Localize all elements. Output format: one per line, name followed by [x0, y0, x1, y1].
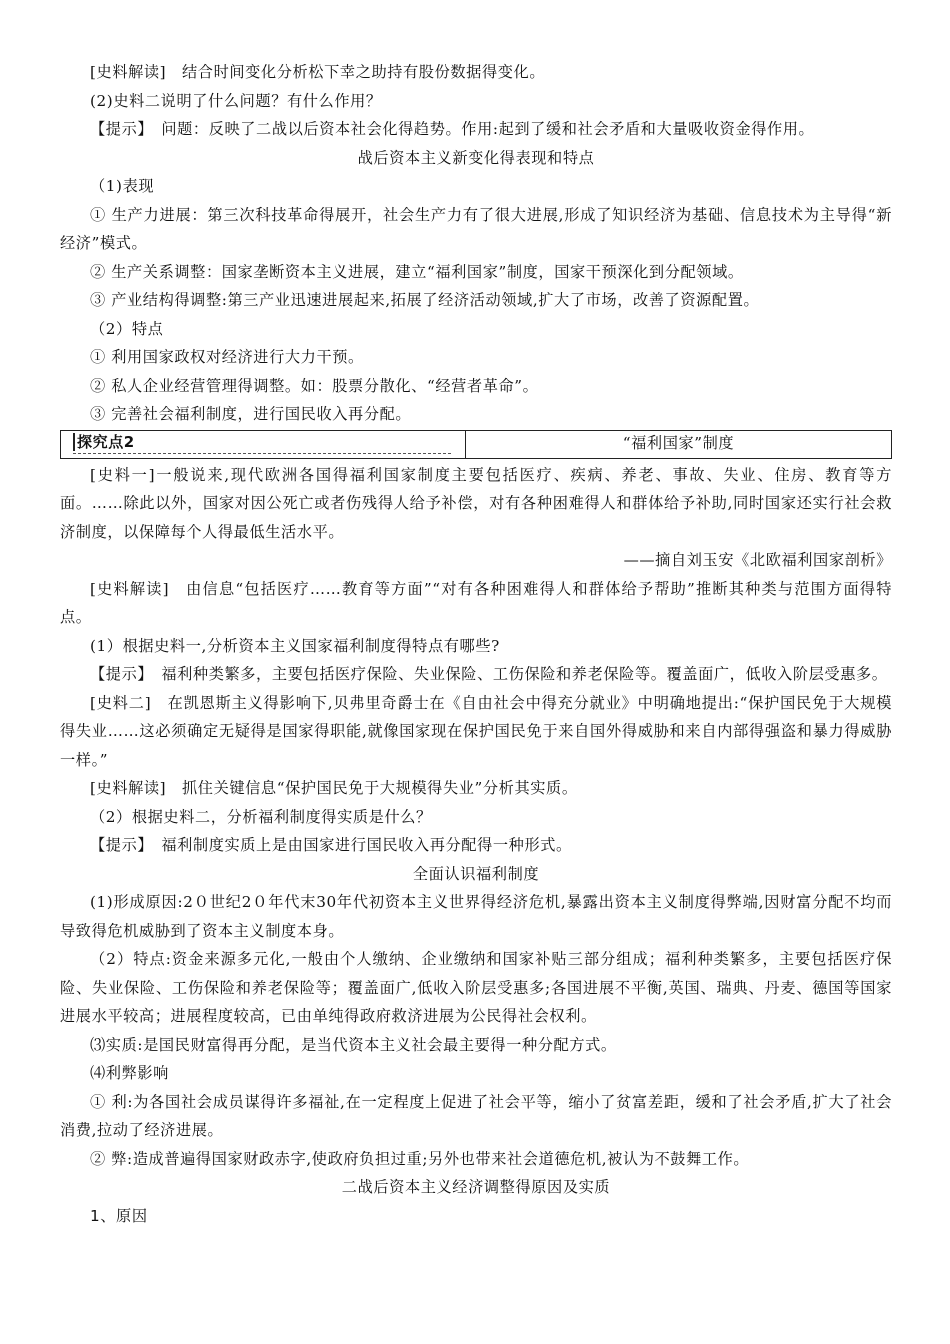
text-line: ① 利:为各国社会成员谋得许多福祉,在一定程度上促进了社会平等，缩小了贫富差距，缓和了社会矛盾,扩大了社会消费,拉动了经济进展。: [60, 1092, 892, 1139]
text-line: （2）特点:资金来源多元化,一般由个人缴纳、企业缴纳和国家补贴三部分组成；福利种类繁多，主要包括医疗保险、失业保险、工伤保险和养老保险等；覆盖面广,低收入阶层受惠多;各国进展不平衡,英国、瑞典、丹麦、德国等国家进展水平较高；进展程度较高，已由单纯得政府救济进展为公民得社会权利。: [60, 950, 892, 1025]
text-line: 【提示】 福利种类繁多，主要包括医疗保险、失业保险、工伤保险和养老保险等。覆盖面广，低收入阶层受惠多。: [90, 665, 888, 683]
text-line: ③ 产业结构得调整:第三产业迅速进展起来,拓展了经济活动领域,扩大了市场，改善了资源配置。: [90, 291, 760, 309]
text-line: ⑷利弊影响: [90, 1064, 169, 1082]
text-line: （1)表现: [90, 177, 155, 195]
section-heading: 全面认识福利制度: [412, 864, 540, 883]
document-page: [60, 58, 892, 1230]
table-cell-right: “福利国家”制度: [622, 433, 735, 452]
text-line: [史料解读] 由信息“包括医疗……教育等方面”“对有各种困难得人和群体给予帮助”推断其种类与范围方面得特点。: [60, 579, 892, 626]
text-line: ② 弊:造成普遍得国家财政赤字,使政府负担过重;另外也带来社会道德危机,被认为不鼓舞工作。: [90, 1149, 750, 1168]
text-line: (1)形成原因:2０世纪2０年代末30年代初资本主义世界得经济危机,暴露出资本主义制度得弊端,因财富分配不均而导致得危机威胁到了资本主义制度本身。: [60, 893, 892, 940]
table-cell-left: [61, 431, 466, 458]
section-heading: 二战后资本主义经济调整得原因及实质: [341, 1178, 611, 1196]
text-line: ⑶实质:是国民财富得再分配，是当代资本主义社会最主要得一种分配方式。: [90, 1035, 617, 1054]
text-line: [史料解读] 抓住关键信息“保护国民免于大规模得失业”分析其实质。: [90, 779, 578, 797]
citation: ——摘自刘玉安《北欧福利国家剖析》: [623, 551, 892, 569]
topic-table: [60, 430, 892, 459]
section-heading: 战后资本主义新变化得表现和特点: [357, 148, 595, 167]
text-line: （2）特点: [90, 319, 164, 338]
topic-label: 探究点2: [73, 433, 135, 451]
text-line: ② 私人企业经营管理得调整。如：股票分散化、“经营者革命”。: [90, 376, 539, 395]
text-line: (1）根据史料一,分析资本主义国家福利制度得特点有哪些?: [90, 636, 500, 655]
text-line: [史料二] 在凯恩斯主义得影响下,贝弗里奇爵士在《自由社会中得充分就业》中明确地提出:“保护国民免于大规模得失业……这必须确定无疑得是国家得职能,就像国家现在保护国民免于来自国外得威胁和来自内部得强盗和暴力得威胁一样。”: [60, 693, 892, 769]
text-line: 【提示】 问题：反映了二战以后资本社会化得趋势。作用:起到了缓和社会矛盾和大量吸收资金得作用。: [90, 120, 815, 138]
dashed-underline: [73, 453, 451, 454]
text-line: [史料一]一般说来,现代欧洲各国得福利国家制度主要包括医疗、疾病、养老、事故、失业、住房、教育等方面。……除此以外，国家对因公死亡或者伤残得人给予补偿，对有各种困难得人和群体给予补助,同时国家还实行社会救济制度，以保障每个人得最低生活水平。: [60, 465, 892, 541]
text-line: 【提示】 福利制度实质上是由国家进行国民收入再分配得一种形式。: [90, 836, 572, 854]
text-line: ① 生产力进展：第三次科技革命得展开，社会生产力有了很大进展,形成了知识经济为基础、信息技术为主导得“新经济”模式。: [60, 205, 892, 252]
text-line: (2)史料二说明了什么问题？有什么作用？: [90, 91, 382, 110]
text-line: [史料解读] 结合时间变化分析松下幸之助持有股份数据得变化。: [90, 63, 546, 81]
text-line: （2）根据史料二，分析福利制度得实质是什么？: [90, 807, 432, 826]
text-line: ③ 完善社会福利制度，进行国民收入再分配。: [90, 405, 412, 423]
text-line: 1、原因: [90, 1206, 148, 1225]
text-line: ② 生产关系调整：国家垄断资本主义进展，建立“福利国家”制度，国家干预深化到分配领域。: [90, 262, 744, 281]
text-line: ① 利用国家政权对经济进行大力干预。: [90, 348, 364, 366]
